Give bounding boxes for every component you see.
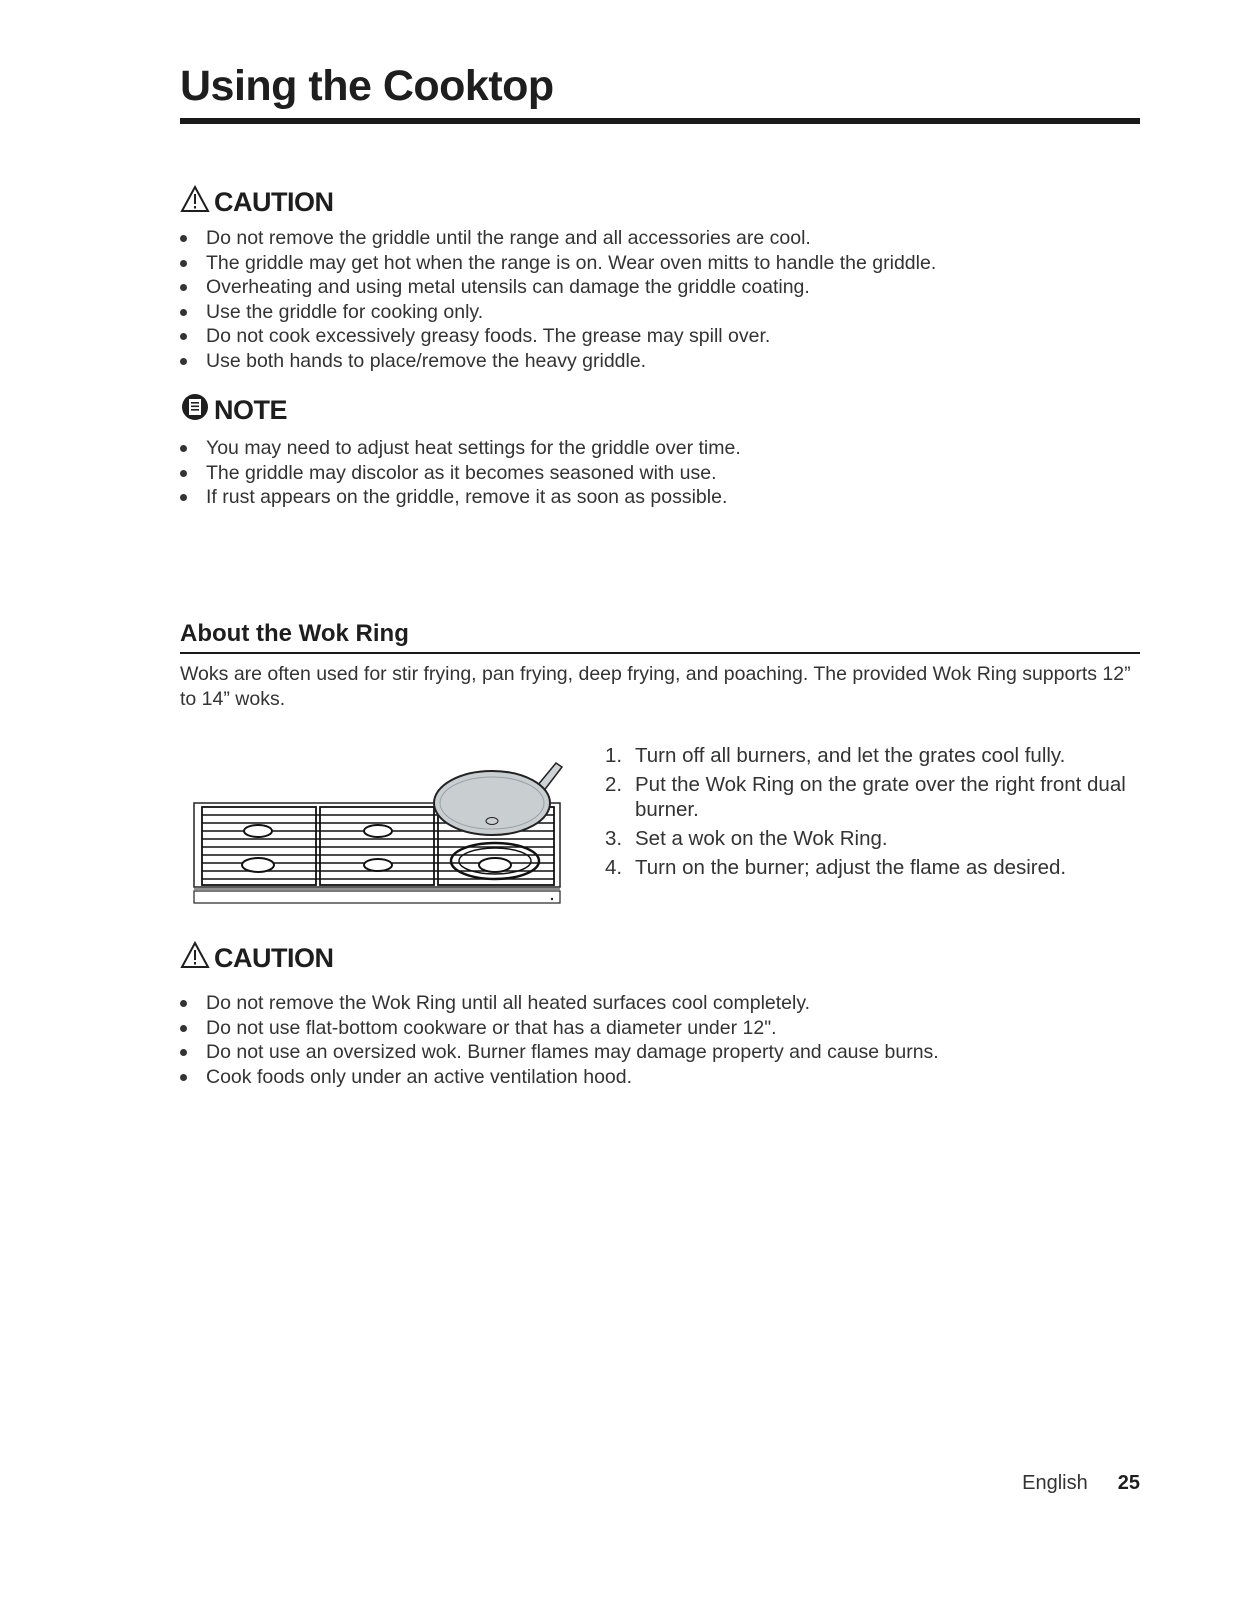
caution-heading xyxy=(180,185,334,220)
note-heading-label: NOTE xyxy=(214,395,288,425)
list-item: Use both hands to place/remove the heavy griddle. xyxy=(180,349,936,374)
section-rule xyxy=(180,652,1140,654)
list-item: Overheating and using metal utensils can damage the griddle coating. xyxy=(180,275,936,300)
caution-list xyxy=(180,991,939,1089)
list-item xyxy=(605,772,1145,822)
footer-language: English xyxy=(1022,1472,1088,1494)
list-item xyxy=(605,855,1145,880)
step-number: 2. xyxy=(605,773,623,796)
title-rule xyxy=(180,118,1140,124)
step-text: Turn on the burner; adjust the flame as desired. xyxy=(635,856,1067,879)
list-item: Do not remove the griddle until the range and all accessories are cool. xyxy=(180,226,936,251)
list-item: Use the griddle for cooking only. xyxy=(180,300,936,325)
list-item: If rust appears on the griddle, remove it as soon as possible. xyxy=(180,485,741,510)
step-text: Set a wok on the Wok Ring. xyxy=(635,827,888,850)
list-item: You may need to adjust heat settings for the griddle over time. xyxy=(180,436,741,461)
page-number: 25 xyxy=(1117,1472,1140,1494)
page-footer xyxy=(1022,1472,1140,1495)
step-text: Put the Wok Ring on the grate over the right front dual burner. xyxy=(635,773,1126,821)
caution-heading xyxy=(180,941,334,976)
warning-triangle-icon xyxy=(180,185,210,220)
note-document-icon xyxy=(180,392,210,429)
step-text: Turn off all burners, and let the grates cool fully. xyxy=(635,744,1066,767)
list-item: Do not remove the Wok Ring until all heated surfaces cool completely. xyxy=(180,991,939,1016)
caution-list xyxy=(180,226,936,374)
list-item: Do not cook excessively greasy foods. The grease may spill over. xyxy=(180,324,936,349)
page-title: Using the Cooktop xyxy=(180,62,554,110)
note-list xyxy=(180,436,741,510)
list-item: The griddle may discolor as it becomes seasoned with use. xyxy=(180,461,741,486)
section-title: About the Wok Ring xyxy=(180,620,409,647)
cooktop-wok-illustration xyxy=(190,755,570,912)
list-item: Cook foods only under an active ventilation hood. xyxy=(180,1065,939,1090)
list-item: The griddle may get hot when the range is on. Wear oven mitts to handle the griddle. xyxy=(180,251,936,276)
list-item xyxy=(605,826,1145,851)
warning-triangle-icon xyxy=(180,941,210,976)
list-item: Do not use flat-bottom cookware or that has a diameter under 12". xyxy=(180,1016,939,1041)
wok-steps-list xyxy=(605,743,1145,884)
step-number: 1. xyxy=(605,744,623,767)
note-heading xyxy=(180,392,287,429)
section-intro: Woks are often used for stir frying, pan frying, deep frying, and poaching. The provided Wok Ring supports 12” to 14” woks. xyxy=(180,663,1131,710)
list-item: Do not use an oversized wok. Burner flames may damage property and cause burns. xyxy=(180,1040,939,1065)
caution-heading-label: CAUTION xyxy=(214,187,334,217)
step-number: 4. xyxy=(605,856,623,879)
list-item xyxy=(605,743,1145,768)
step-number: 3. xyxy=(605,827,623,850)
caution-heading-label: CAUTION xyxy=(214,943,334,973)
